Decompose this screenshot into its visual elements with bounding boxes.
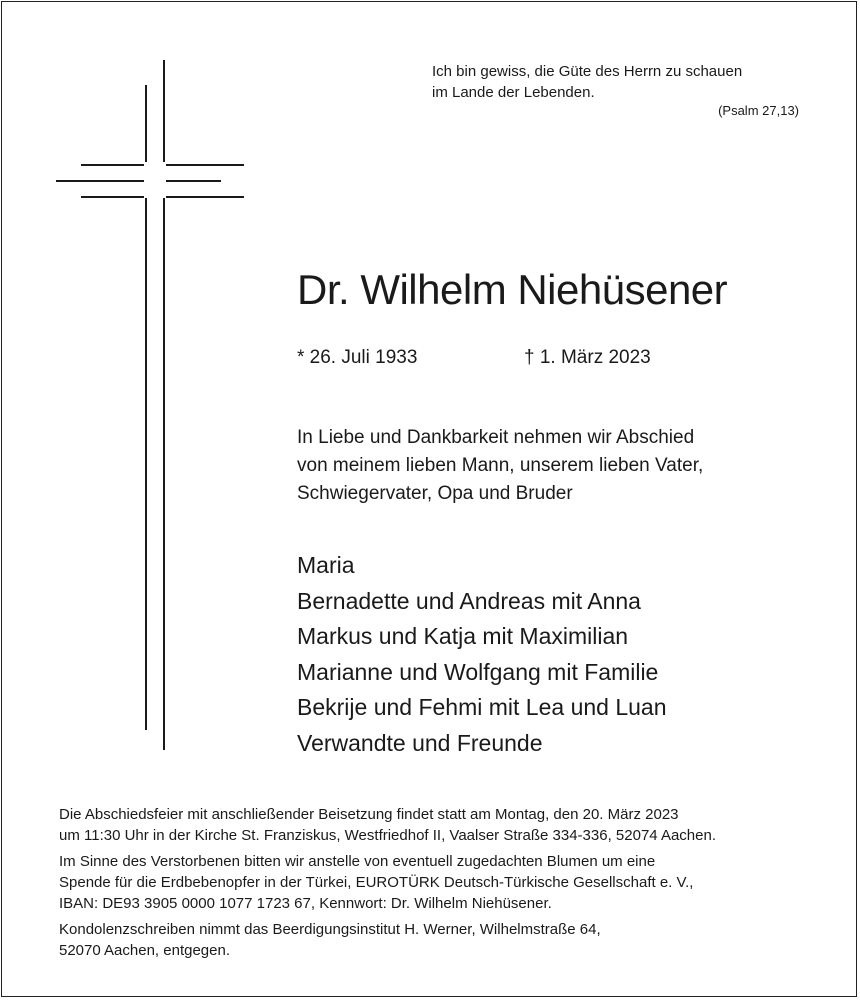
mourners-list: [297, 548, 667, 761]
ceremony-note: [59, 804, 849, 846]
farewell-text: [297, 424, 837, 508]
mourner-item: Markus und Katja mit Maximilian: [297, 623, 629, 649]
psalm-line-2: im Lande der Lebenden.: [432, 84, 595, 101]
mourner-item: Bernadette und Andreas mit Anna: [297, 587, 641, 614]
ceremony-line-1: Die Abschiedsfeier mit anschließender Beisetzung findet statt am Montag, den 20. März 2023: [59, 806, 679, 823]
donation-line-3: IBAN: DE93 3905 0000 1077 1723 67, Kennwort: Dr. Wilhelm Niehüsener.: [59, 895, 552, 912]
mourner-item: Bekrije und Fehmi mit Lea und Luan: [297, 694, 667, 720]
condolence-line-2: 52070 Aachen, entgegen.: [59, 942, 230, 959]
cross-icon: [56, 60, 246, 750]
donation-line-2: Spende für die Erdbebenopfer in der Türkei, EUROTÜRK Deutsch-Türkische Gesellschaft e. V.,: [59, 874, 694, 891]
psalm-quote: [432, 61, 812, 103]
deceased-name: Dr. Wilhelm Niehüsener: [297, 266, 728, 313]
psalm-line-1: Ich bin gewiss, die Güte des Herrn zu schauen: [432, 63, 743, 80]
farewell-line-3: Schwiegervater, Opa und Bruder: [297, 483, 573, 504]
mourner-item: Maria: [297, 552, 355, 578]
condolence-line-1: Kondolenzschreiben nimmt das Beerdigungsinstitut H. Werner, Wilhelmstraße 64,: [59, 921, 601, 938]
notes-section: [59, 804, 849, 966]
ceremony-line-2: um 11:30 Uhr in der Kirche St. Franziskus, Westfriedhof II, Vaalser Straße 334-336, 52074 Aachen.: [59, 827, 717, 844]
mourner-item: Verwandte und Freunde: [297, 729, 543, 756]
donation-note: [59, 851, 849, 914]
farewell-line-2: von meinem lieben Mann, unserem lieben Vater,: [297, 455, 704, 476]
farewell-line-1: In Liebe und Dankbarkeit nehmen wir Abschied: [297, 427, 695, 448]
death-date: † 1. März 2023: [524, 347, 651, 368]
donation-line-1: Im Sinne des Verstorbenen bitten wir anstelle von eventuell zugedachten Blumen um eine: [59, 853, 656, 870]
mourner-item: Marianne und Wolfgang mit Familie: [297, 658, 659, 685]
psalm-reference: (Psalm 27,13): [718, 103, 799, 118]
birth-date: * 26. Juli 1933: [297, 347, 418, 368]
condolence-note: [59, 919, 849, 961]
